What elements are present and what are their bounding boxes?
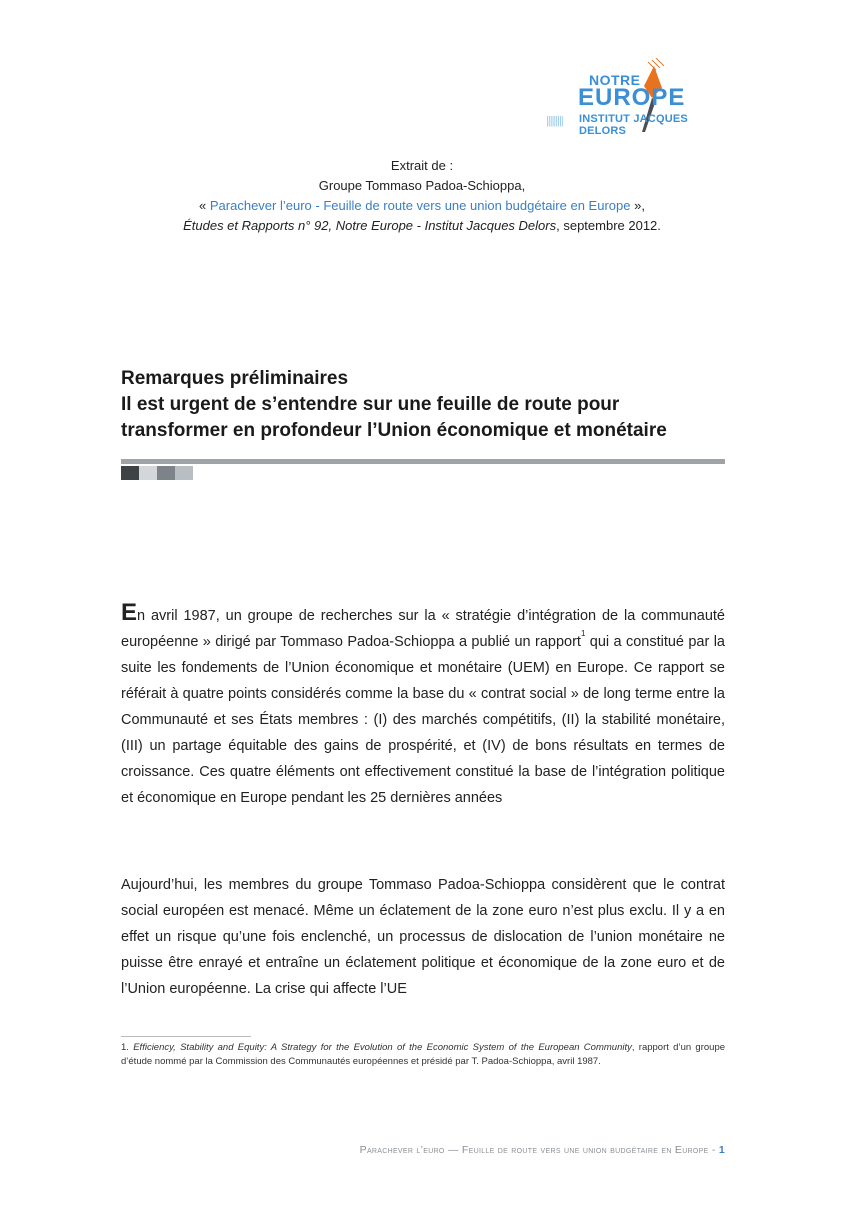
paragraph-2: Aujourd’hui, les membres du groupe Tommaso Padoa-Schioppa considèrent que le contrat social européen est menacé. Même un éclatement de la zone euro n’est plus exclu. Il y a en effet un risque qu’une fois enclenché, un processus de dislocation de l’union monétaire ne puisse être enrayé et entraîne un éclatement politique et économique de la zone euro et de l’Union européenne. La crise qui affecte l’UE <box>121 877 725 997</box>
source-reference <box>120 156 724 236</box>
paragraph-1-text-a: n avril 1987, un groupe de recherches sur la « stratégie d’intégration de la communauté européenne » dirigé par Tommaso Padoa-Schioppa a publié un rapport <box>121 608 725 650</box>
footnote-1 <box>121 1041 725 1069</box>
paragraph-1-text-b: qui a constitué par la suite les fondements de l’Union économique et monétaire (UEM) en Europe. Ce rapport se référait à quatre points considérés comme la base du « contrat social » de long terme entre la Communauté et ses États membres : (I) des marchés compétitifs, (II) la stabilité monétaire, (III) un partage équitable des gains de prospérité, et (IV) de bons résultats en termes de croissance. Ces quatre éléments ont effectivement constitué la base de l’intégration politique et économique en Europe pendant les 25 dernières années <box>121 634 725 806</box>
section-title <box>121 366 731 444</box>
page-number: 1 <box>718 1144 725 1156</box>
extract-title-line <box>120 196 724 216</box>
decor-square-4 <box>175 466 193 480</box>
logo-institute: INSTITUT JACQUES DELORS <box>579 113 688 137</box>
footnote-ref-1[interactable]: 1 <box>580 629 586 638</box>
quote-close: », <box>630 198 645 213</box>
footnote-rest: , rapport d’un groupe d’étude nommé par la Commission des Communautés européennes et présidé par T. Padoa-Schioppa, avril 1987. <box>121 1042 726 1067</box>
decor-square-1 <box>121 466 139 480</box>
page-footer <box>121 1144 725 1156</box>
publication-date: , septembre 2012. <box>556 218 661 233</box>
paragraph-1 <box>121 599 725 811</box>
title-line-3: transformer en profondeur l’Union économique et monétaire <box>121 420 667 441</box>
logo-dashes: ||||||||| <box>546 115 563 127</box>
series-name: Études et Rapports n° 92, Notre Europe - Institut Jacques Delors <box>183 218 557 233</box>
decor-square-2 <box>139 466 157 480</box>
logo-europe: EUROPE <box>578 84 686 111</box>
extract-label: Extrait de : <box>390 158 454 173</box>
title-line-2: Il est urgent de s’entendre sur une feuille de route pour <box>121 394 620 415</box>
footnote-title: Efficiency, Stability and Equity: A Strategy for the Evolution of the Economic System of the European Community <box>133 1042 632 1053</box>
notre-europe-logo <box>544 58 734 137</box>
logo-notre: NOTRE <box>589 72 641 88</box>
title-line-1: Remarques préliminaires <box>121 368 349 389</box>
quote-open: « <box>199 198 210 213</box>
extract-series-line <box>120 216 724 236</box>
decor-square-3 <box>157 466 175 480</box>
running-title: Parachever l’euro — Feuille de route vers une union budgétaire en Europe - <box>359 1144 719 1156</box>
title-divider <box>121 459 725 464</box>
footnote-divider <box>121 1036 251 1037</box>
drop-cap: E <box>121 599 138 626</box>
report-title-link[interactable]: Parachever l’euro - Feuille de route vers une union budgétaire en Europe <box>209 198 631 213</box>
footnote-number: 1. <box>121 1042 134 1053</box>
extract-author: Groupe Tommaso Padoa-Schioppa, <box>318 178 526 193</box>
